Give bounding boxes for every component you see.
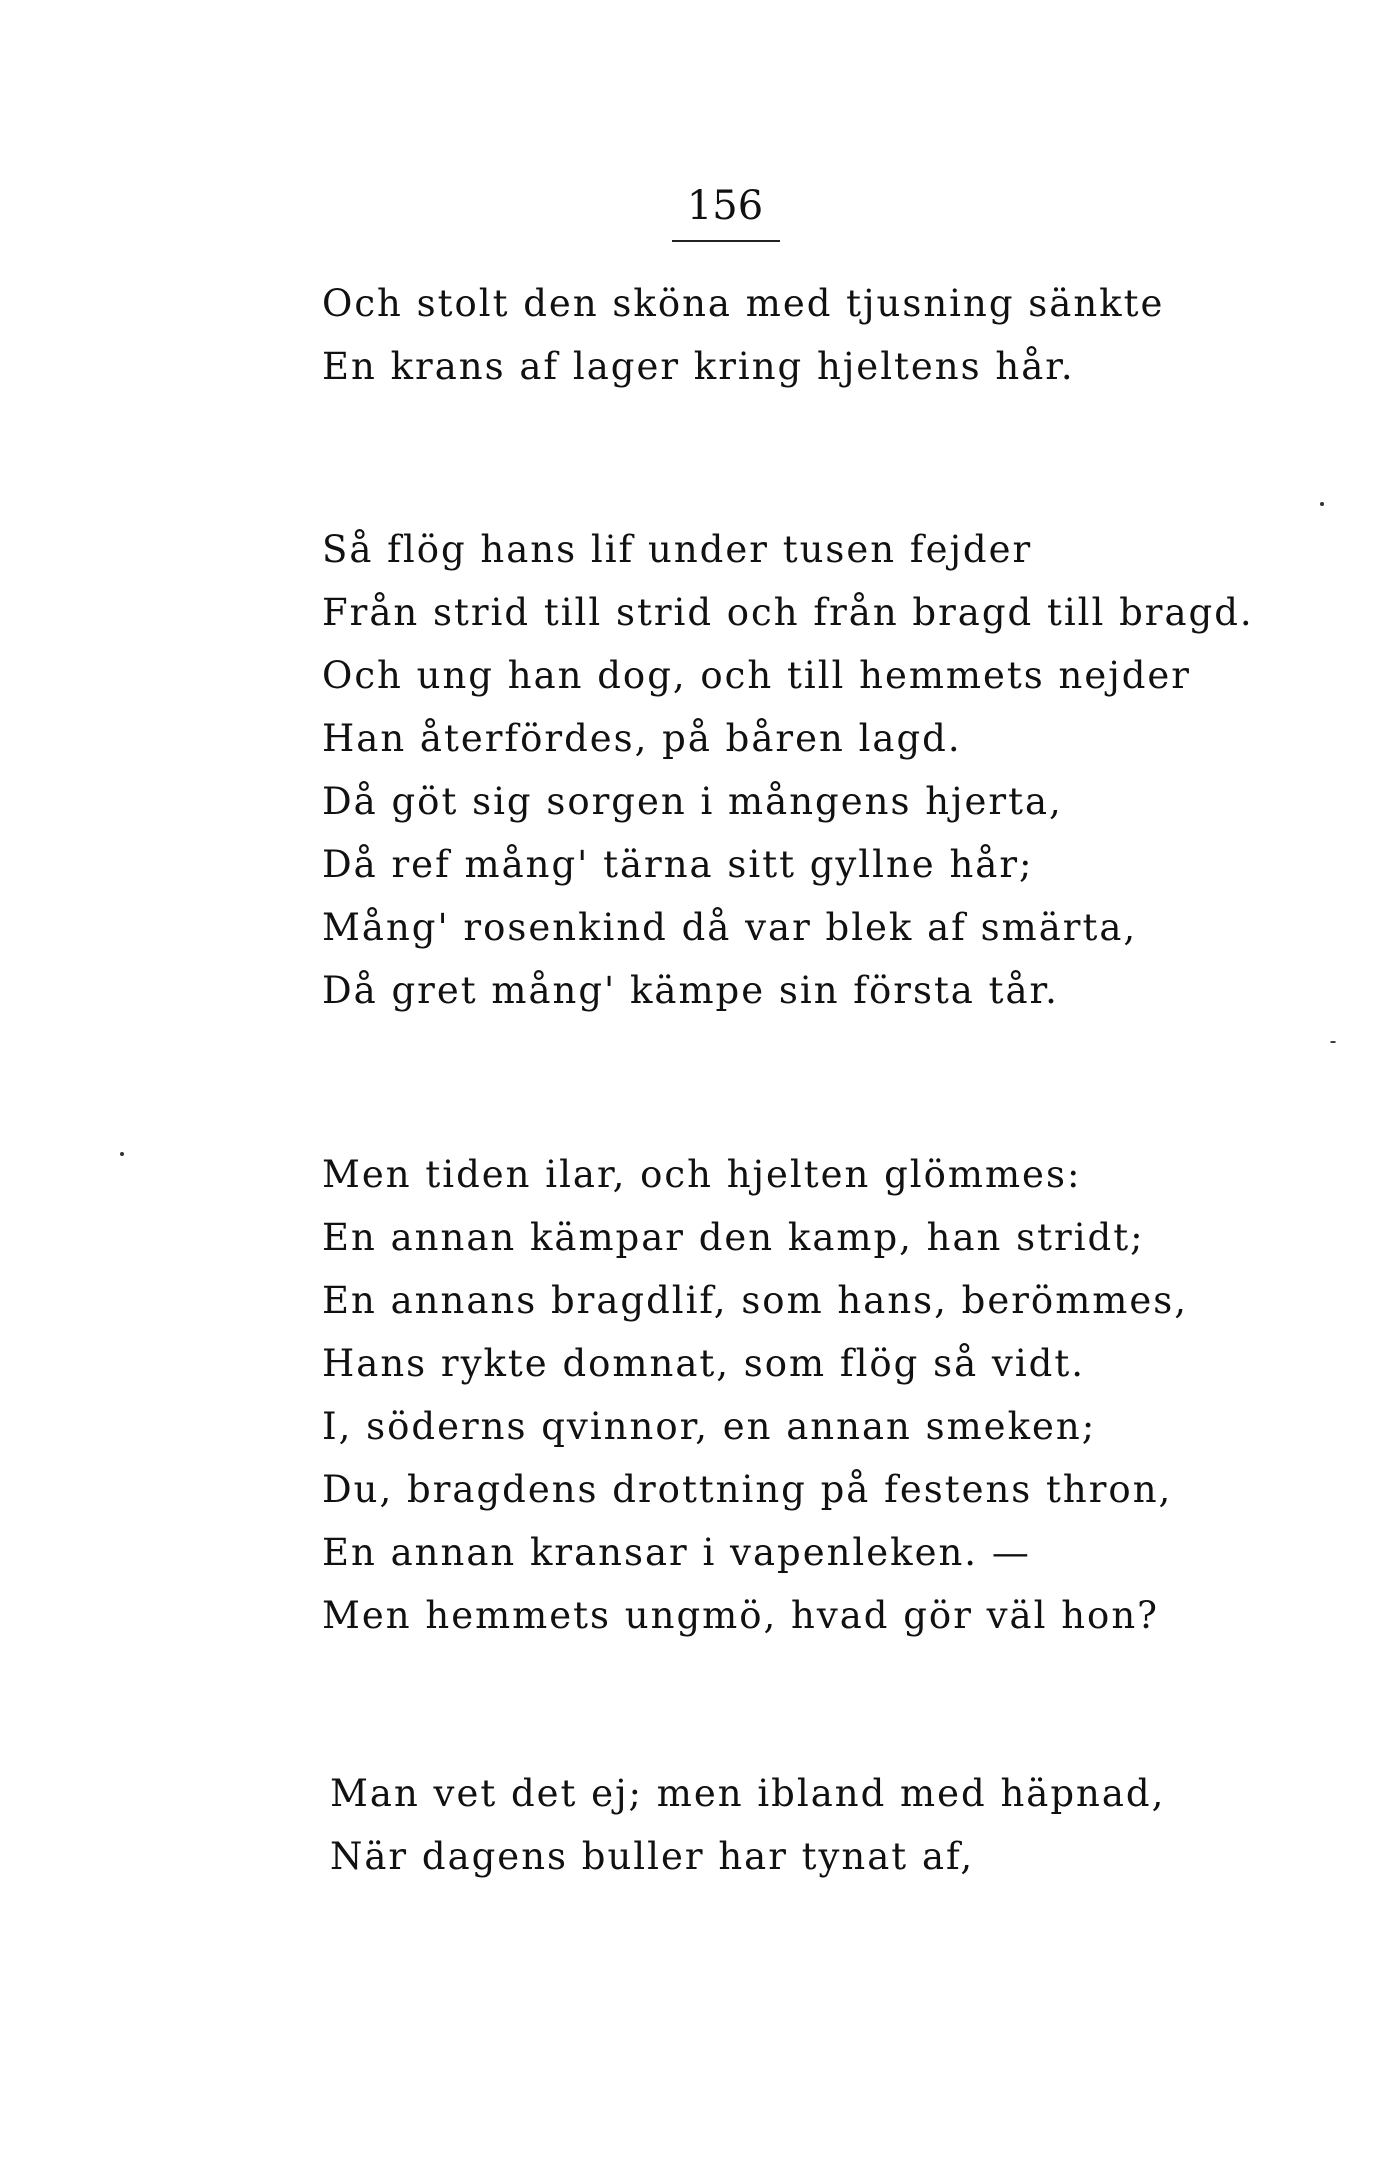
verse-line: Hans rykte domnat, som flög så vidt. — [322, 1342, 1085, 1385]
verse-line: Men hemmets ungmö, hvad gör väl hon? — [322, 1594, 1159, 1637]
verse-line: Från strid till strid och från bragd till bragd. — [322, 591, 1254, 634]
stanza-4 — [330, 1762, 1330, 1888]
verse-line: En annan kransar i vapenleken. — — [322, 1531, 1031, 1574]
verse-line: Då göt sig sorgen i mångens hjerta, — [322, 780, 1063, 823]
verse-line: Han återfördes, på båren lagd. — [322, 717, 962, 760]
verse-line: Men tiden ilar, och hjelten glömmes: — [322, 1153, 1082, 1196]
stanza-3 — [322, 1143, 1322, 1647]
paper-speck — [1330, 1041, 1336, 1043]
verse-line: Då ref mång' tärna sitt gyllne hår; — [322, 843, 1034, 886]
page-number-rule — [672, 240, 780, 242]
verse-line: Du, bragdens drottning på festens thron, — [322, 1468, 1173, 1511]
stanza-2 — [322, 518, 1322, 1022]
paper-speck — [120, 1152, 124, 1156]
page-number: 156 — [686, 183, 764, 229]
stanza-1 — [322, 272, 1322, 398]
verse-line: Man vet det ej; men ibland med häpnad, — [330, 1772, 1166, 1815]
paper-speck — [1320, 502, 1324, 506]
verse-line: Och stolt den sköna med tjusning sänkte — [322, 282, 1165, 325]
verse-line: En annan kämpar den kamp, han stridt; — [322, 1216, 1145, 1259]
verse-line: En annans bragdlif, som hans, berömmes, — [322, 1279, 1189, 1322]
verse-line: I, söderns qvinnor, en annan smeken; — [322, 1405, 1097, 1448]
verse-line: En krans af lager kring hjeltens hår. — [322, 345, 1075, 388]
verse-line: Mång' rosenkind då var blek af smärta, — [322, 906, 1138, 949]
verse-line: När dagens buller har tynat af, — [330, 1835, 975, 1878]
verse-line: Så flög hans lif under tusen fejder — [322, 528, 1033, 571]
verse-line: Då gret mång' kämpe sin första tår. — [322, 969, 1059, 1012]
verse-line: Och ung han dog, och till hemmets nejder — [322, 654, 1191, 697]
